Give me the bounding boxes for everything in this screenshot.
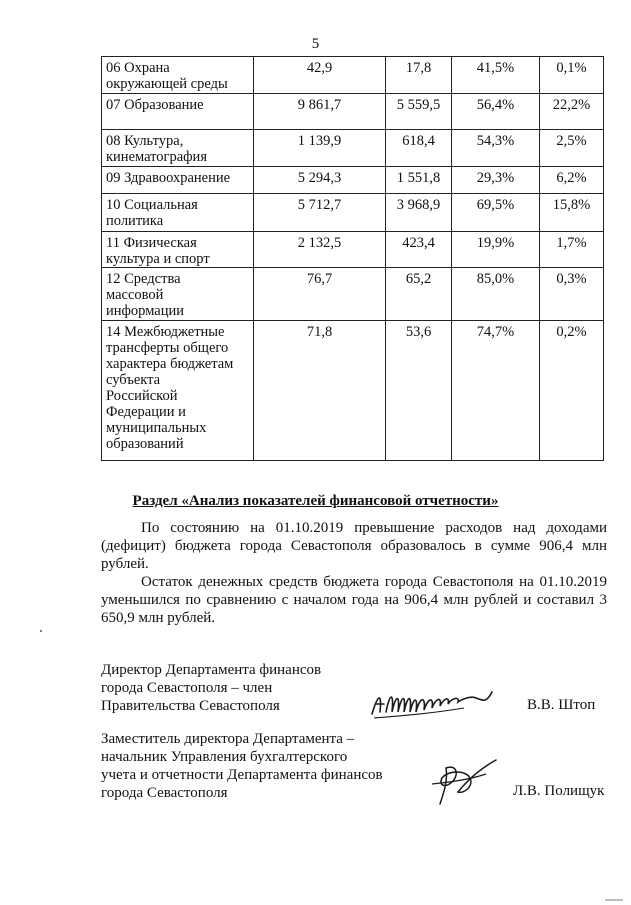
execution-percent-cell: 56,4% <box>452 94 540 130</box>
table-row <box>102 232 604 268</box>
actual-value-cell: 5 559,5 <box>386 94 452 130</box>
expense-category-line: культура и спорт <box>106 251 210 267</box>
execution-percent-cell: 69,5% <box>452 194 540 232</box>
plan-value-cell: 5 712,7 <box>254 194 386 232</box>
expense-category-line: 09 Здравоохранение <box>106 170 231 186</box>
director-name: В.В. Штоп <box>527 697 596 713</box>
expense-category-cell <box>102 94 254 130</box>
expense-category-line: кинематография <box>106 149 207 165</box>
plan-value-cell: 5 294,3 <box>254 167 386 194</box>
deputy-name: Л.В. Полищук <box>513 783 605 799</box>
plan-value-cell: 9 861,7 <box>254 94 386 130</box>
deputy-title-line: учета и отчетности Департамента финансов <box>101 767 383 783</box>
deputy-title-line: города Севастополя <box>101 785 228 801</box>
deputy-title-block <box>101 730 383 802</box>
execution-percent-cell: 29,3% <box>452 167 540 194</box>
expense-category-line: 07 Образование <box>106 97 204 113</box>
expense-category-line: образований <box>106 436 184 452</box>
expense-category-line: 10 Социальная <box>106 197 198 213</box>
table-row <box>102 321 604 461</box>
table-row <box>102 194 604 232</box>
table-row <box>102 94 604 130</box>
expense-category-cell <box>102 268 254 321</box>
expense-category-line: массовой <box>106 287 164 303</box>
table-row <box>102 130 604 167</box>
actual-value-cell: 65,2 <box>386 268 452 321</box>
expense-category-line: субъекта <box>106 372 161 388</box>
page-number: 5 <box>311 36 320 52</box>
execution-percent-cell: 41,5% <box>452 57 540 94</box>
director-title-line: Директор Департамента финансов <box>101 662 322 678</box>
share-percent-cell: 15,8% <box>540 194 604 232</box>
table-row <box>102 167 604 194</box>
execution-percent-cell: 85,0% <box>452 268 540 321</box>
share-percent-cell: 0,3% <box>540 268 604 321</box>
director-title-line: Правительства Севастополя <box>101 698 280 714</box>
expense-category-line: характера бюджетам <box>106 356 234 372</box>
deficit-paragraph: По состоянию на 01.10.2019 превышение расходов над доходами (дефицит) бюджета города Севастополя образовалось в сумме 906,4 млн рублей. <box>101 520 607 572</box>
execution-percent-cell: 74,7% <box>452 321 540 461</box>
expense-category-line: 11 Физическая <box>106 235 197 251</box>
expense-category-line: трансферты общего <box>106 340 229 356</box>
director-title-block <box>101 661 321 715</box>
actual-value-cell: 618,4 <box>386 130 452 167</box>
expense-category-line: информации <box>106 303 184 319</box>
expense-category-line: муниципальных <box>106 420 207 436</box>
expense-category-line: 12 Средства <box>106 271 181 287</box>
cash-balance-paragraph: Остаток денежных средств бюджета города Севастополя на 01.10.2019 уменьшился по сравнению с началом года на 906,4 млн рублей и составил 3 650,9 млн рублей. <box>101 574 607 626</box>
share-percent-cell: 0,2% <box>540 321 604 461</box>
expense-category-line: 08 Культура, <box>106 133 184 149</box>
expense-category-line: 06 Охрана <box>106 60 170 76</box>
deputy-signature-icon <box>426 752 506 812</box>
share-percent-cell: 1,7% <box>540 232 604 268</box>
expense-category-cell <box>102 232 254 268</box>
deputy-title-line: Заместитель директора Департамента – <box>101 731 355 747</box>
expense-category-cell <box>102 321 254 461</box>
deputy-title-line: начальник Управления бухгалтерского <box>101 749 348 765</box>
budget-table <box>101 56 604 461</box>
expense-category-cell <box>102 57 254 94</box>
share-percent-cell: 22,2% <box>540 94 604 130</box>
actual-value-cell: 17,8 <box>386 57 452 94</box>
actual-value-cell: 53,6 <box>386 321 452 461</box>
director-title-line: города Севастополя – член <box>101 680 273 696</box>
plan-value-cell: 1 139,9 <box>254 130 386 167</box>
scan-speck <box>40 630 42 632</box>
expense-category-cell <box>102 130 254 167</box>
expense-category-line: 14 Межбюджетные <box>106 324 225 340</box>
plan-value-cell: 42,9 <box>254 57 386 94</box>
scan-corner-mark <box>605 899 623 901</box>
section-heading: Раздел «Анализ показателей финансовой отчетности» <box>132 493 499 509</box>
share-percent-cell: 6,2% <box>540 167 604 194</box>
table-row <box>102 57 604 94</box>
director-signature-icon <box>368 684 504 724</box>
expense-category-line: Российской <box>106 388 178 404</box>
expense-category-line: политика <box>106 213 164 229</box>
share-percent-cell: 2,5% <box>540 130 604 167</box>
plan-value-cell: 76,7 <box>254 268 386 321</box>
expense-category-cell <box>102 194 254 232</box>
plan-value-cell: 2 132,5 <box>254 232 386 268</box>
share-percent-cell: 0,1% <box>540 57 604 94</box>
actual-value-cell: 423,4 <box>386 232 452 268</box>
expense-category-line: окружающей среды <box>106 76 228 92</box>
execution-percent-cell: 54,3% <box>452 130 540 167</box>
plan-value-cell: 71,8 <box>254 321 386 461</box>
table-row <box>102 268 604 321</box>
actual-value-cell: 3 968,9 <box>386 194 452 232</box>
expense-category-cell <box>102 167 254 194</box>
execution-percent-cell: 19,9% <box>452 232 540 268</box>
expense-category-line <box>106 113 249 129</box>
actual-value-cell: 1 551,8 <box>386 167 452 194</box>
expense-category-line: Федерации и <box>106 404 186 420</box>
